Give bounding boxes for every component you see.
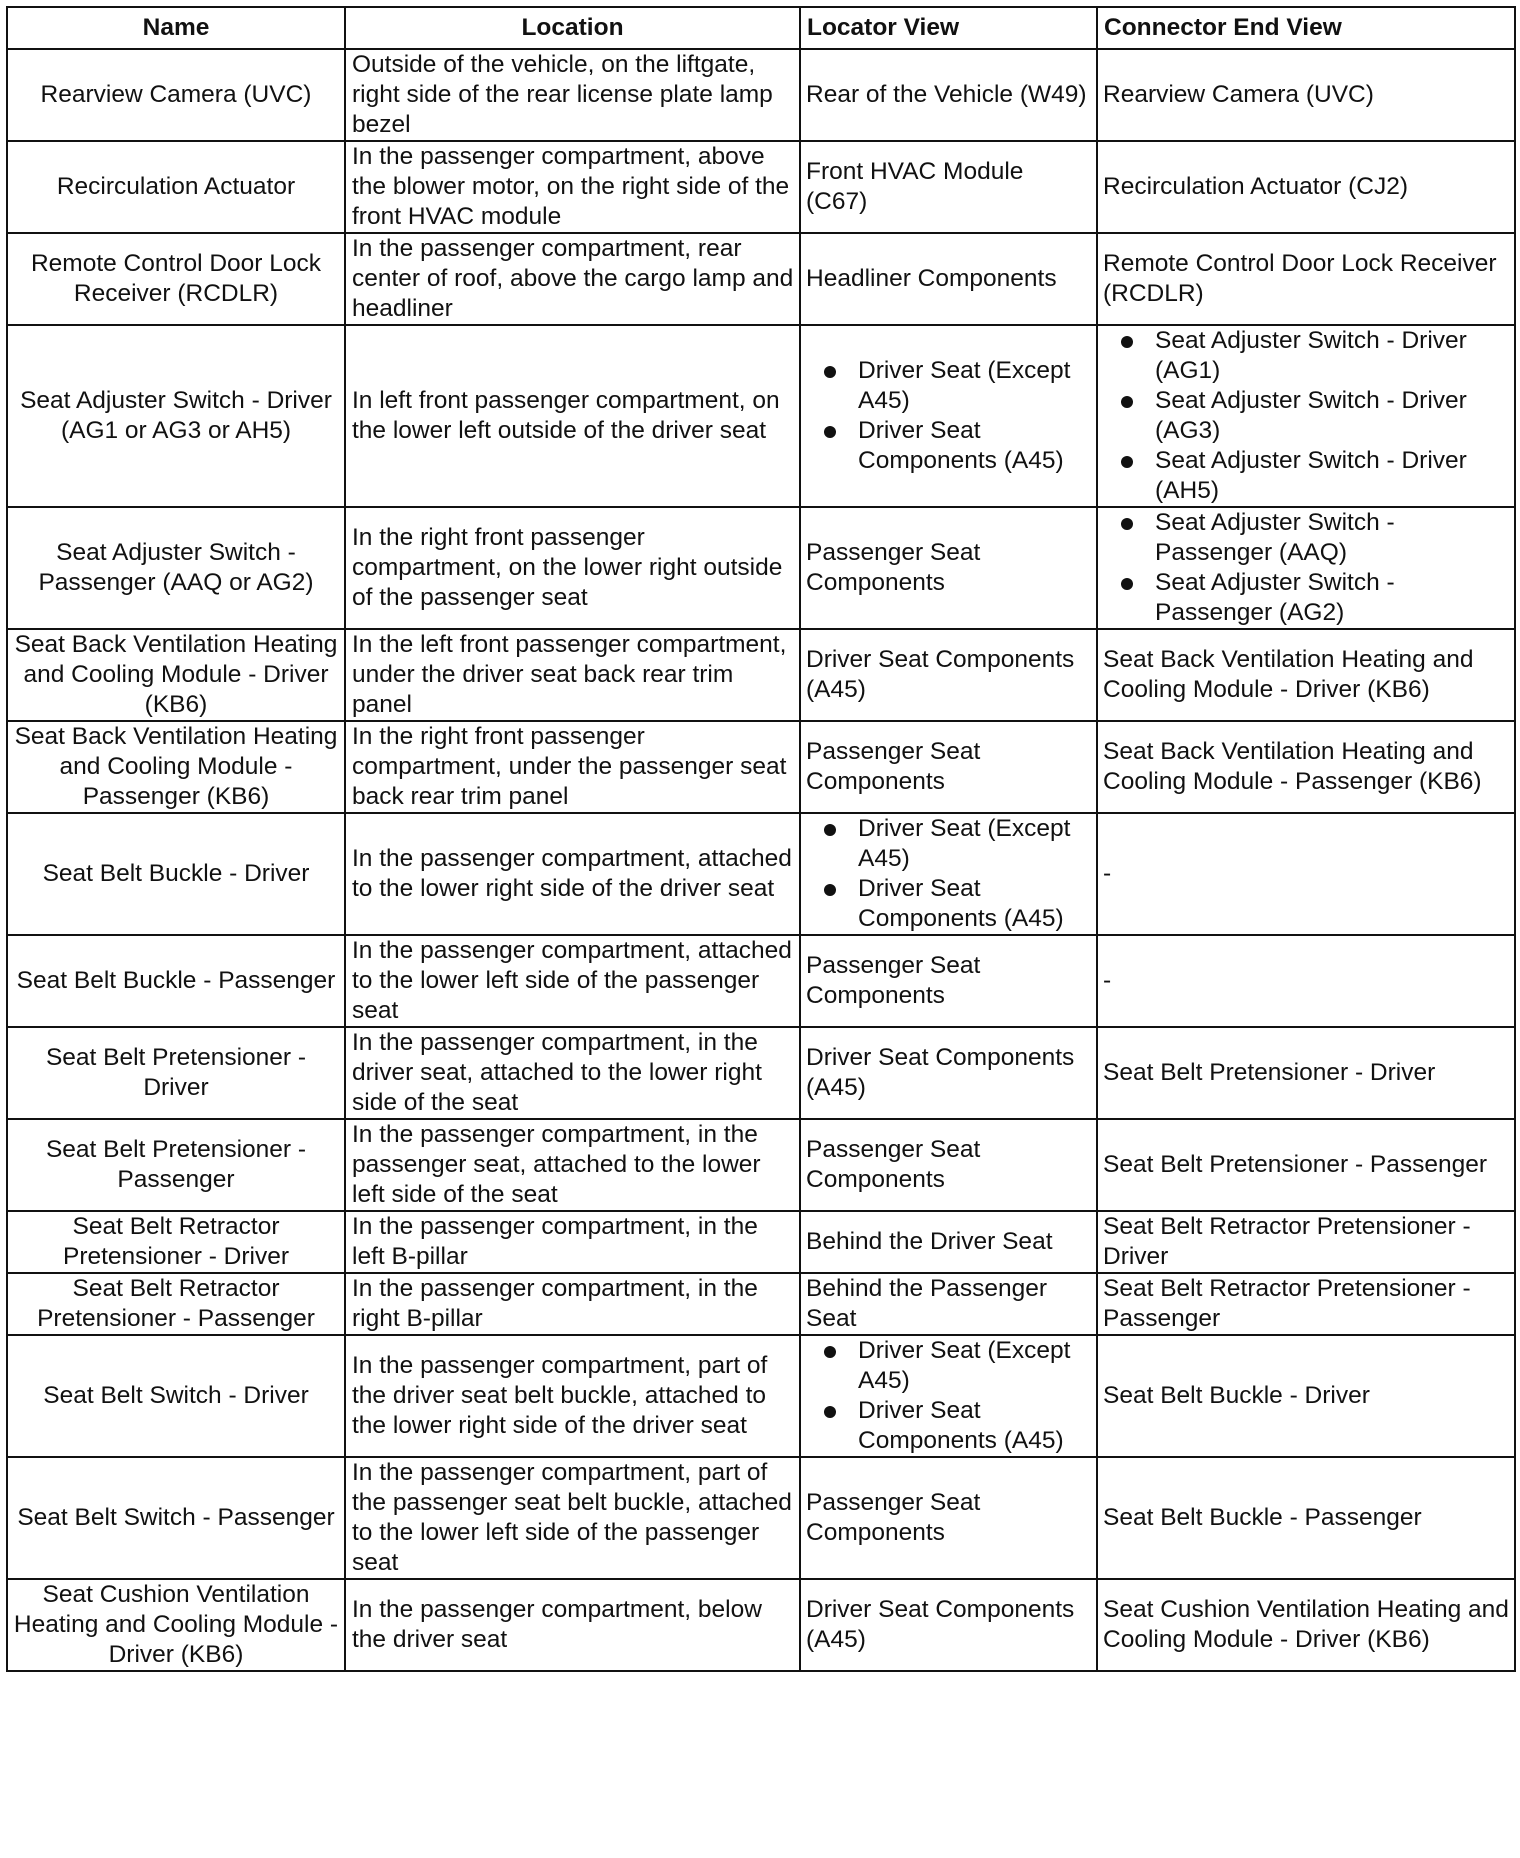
cell-location: In the passenger compartment, rear center of roof, above the cargo lamp and headliner [345, 233, 800, 325]
cell-locator-view: Behind the Passenger Seat [800, 1273, 1097, 1335]
table-row [7, 507, 1515, 629]
cell-locator-view [800, 1335, 1097, 1457]
list-item: Driver Seat Components (A45) [858, 416, 1091, 476]
cell-locator-view [800, 325, 1097, 507]
table-row [7, 141, 1515, 233]
cell-location: In the left front passenger compartment, under the driver seat back rear trim panel [345, 629, 800, 721]
cell-connector-end-view: Seat Belt Buckle - Passenger [1097, 1457, 1515, 1579]
cell-name: Seat Adjuster Switch - Driver (AG1 or AG3 or AH5) [7, 325, 345, 507]
table-row [7, 629, 1515, 721]
cell-location: In the passenger compartment, above the blower motor, on the right side of the front HVAC module [345, 141, 800, 233]
cell-name: Seat Back Ventilation Heating and Cooling Module - Passenger (KB6) [7, 721, 345, 813]
cell-name: Seat Belt Buckle - Passenger [7, 935, 345, 1027]
cell-connector-end-view: Seat Belt Retractor Pretensioner - Driver [1097, 1211, 1515, 1273]
cell-name: Seat Belt Retractor Pretensioner - Passenger [7, 1273, 345, 1335]
cell-connector-end-view: Recirculation Actuator (CJ2) [1097, 141, 1515, 233]
cell-name: Remote Control Door Lock Receiver (RCDLR) [7, 233, 345, 325]
table-row [7, 1335, 1515, 1457]
cell-locator-view: Behind the Driver Seat [800, 1211, 1097, 1273]
list-item: Seat Adjuster Switch - Passenger (AG2) [1155, 568, 1509, 628]
connector-list [1103, 508, 1509, 628]
cell-connector-end-view: - [1097, 813, 1515, 935]
cell-locator-view: Passenger Seat Components [800, 1119, 1097, 1211]
cell-connector-end-view: Seat Back Ventilation Heating and Cooling Module - Passenger (KB6) [1097, 721, 1515, 813]
cell-name: Seat Belt Retractor Pretensioner - Driver [7, 1211, 345, 1273]
cell-location: In the passenger compartment, in the right B-pillar [345, 1273, 800, 1335]
cell-connector-end-view: Seat Cushion Ventilation Heating and Cooling Module - Driver (KB6) [1097, 1579, 1515, 1671]
cell-location: In the passenger compartment, attached to the lower left side of the passenger seat [345, 935, 800, 1027]
header-connector-end-view: Connector End View [1097, 7, 1515, 49]
cell-location: In the passenger compartment, in the left B-pillar [345, 1211, 800, 1273]
table-row [7, 813, 1515, 935]
cell-name: Seat Belt Switch - Driver [7, 1335, 345, 1457]
cell-locator-view: Passenger Seat Components [800, 721, 1097, 813]
list-item: Driver Seat (Except A45) [858, 1336, 1091, 1396]
cell-locator-view: Passenger Seat Components [800, 507, 1097, 629]
cell-location: In the right front passenger compartment, on the lower right outside of the passenger seat [345, 507, 800, 629]
table-row [7, 721, 1515, 813]
table-row [7, 1119, 1515, 1211]
connector-list [1103, 326, 1509, 506]
cell-location: In the passenger compartment, in the driver seat, attached to the lower right side of the seat [345, 1027, 800, 1119]
table-row [7, 935, 1515, 1027]
cell-connector-end-view: Seat Back Ventilation Heating and Cooling Module - Driver (KB6) [1097, 629, 1515, 721]
cell-locator-view: Headliner Components [800, 233, 1097, 325]
table-row [7, 1027, 1515, 1119]
cell-name: Seat Belt Switch - Passenger [7, 1457, 345, 1579]
list-item: Driver Seat (Except A45) [858, 814, 1091, 874]
cell-locator-view: Driver Seat Components (A45) [800, 1579, 1097, 1671]
list-item: Driver Seat Components (A45) [858, 874, 1091, 934]
table-row [7, 233, 1515, 325]
cell-locator-view: Driver Seat Components (A45) [800, 629, 1097, 721]
cell-connector-end-view: Seat Belt Pretensioner - Passenger [1097, 1119, 1515, 1211]
cell-location: In the right front passenger compartment, under the passenger seat back rear trim panel [345, 721, 800, 813]
list-item: Seat Adjuster Switch - Driver (AG3) [1155, 386, 1509, 446]
locator-list [806, 356, 1091, 476]
cell-name: Seat Adjuster Switch - Passenger (AAQ or AG2) [7, 507, 345, 629]
cell-name: Seat Belt Pretensioner - Passenger [7, 1119, 345, 1211]
cell-name: Seat Belt Pretensioner - Driver [7, 1027, 345, 1119]
cell-connector-end-view: Seat Belt Pretensioner - Driver [1097, 1027, 1515, 1119]
cell-connector-end-view: Remote Control Door Lock Receiver (RCDLR) [1097, 233, 1515, 325]
cell-location: In the passenger compartment, part of the driver seat belt buckle, attached to the lower right side of the driver seat [345, 1335, 800, 1457]
table-row [7, 325, 1515, 507]
cell-locator-view: Rear of the Vehicle (W49) [800, 49, 1097, 141]
list-item: Seat Adjuster Switch - Driver (AG1) [1155, 326, 1509, 386]
table-row [7, 1273, 1515, 1335]
header-row [7, 7, 1515, 49]
table-row [7, 1579, 1515, 1671]
list-item: Seat Adjuster Switch - Driver (AH5) [1155, 446, 1509, 506]
list-item: Driver Seat (Except A45) [858, 356, 1091, 416]
component-locator-table [6, 6, 1516, 1672]
cell-name: Seat Back Ventilation Heating and Cooling Module - Driver (KB6) [7, 629, 345, 721]
cell-connector-end-view: - [1097, 935, 1515, 1027]
cell-location: In the passenger compartment, in the passenger seat, attached to the lower left side of the seat [345, 1119, 800, 1211]
cell-locator-view: Passenger Seat Components [800, 1457, 1097, 1579]
cell-name: Rearview Camera (UVC) [7, 49, 345, 141]
locator-list [806, 814, 1091, 934]
cell-connector-end-view: Seat Belt Buckle - Driver [1097, 1335, 1515, 1457]
cell-location: In left front passenger compartment, on the lower left outside of the driver seat [345, 325, 800, 507]
table-row [7, 1211, 1515, 1273]
cell-locator-view: Driver Seat Components (A45) [800, 1027, 1097, 1119]
cell-location: In the passenger compartment, below the driver seat [345, 1579, 800, 1671]
cell-connector-end-view [1097, 507, 1515, 629]
cell-name: Seat Belt Buckle - Driver [7, 813, 345, 935]
cell-locator-view: Passenger Seat Components [800, 935, 1097, 1027]
header-locator-view: Locator View [800, 7, 1097, 49]
cell-name: Recirculation Actuator [7, 141, 345, 233]
cell-location: In the passenger compartment, part of the passenger seat belt buckle, attached to the lower left side of the passenger seat [345, 1457, 800, 1579]
list-item: Seat Adjuster Switch - Passenger (AAQ) [1155, 508, 1509, 568]
cell-name: Seat Cushion Ventilation Heating and Cooling Module - Driver (KB6) [7, 1579, 345, 1671]
table-row [7, 49, 1515, 141]
cell-connector-end-view: Seat Belt Retractor Pretensioner - Passenger [1097, 1273, 1515, 1335]
cell-location: In the passenger compartment, attached to the lower right side of the driver seat [345, 813, 800, 935]
header-location: Location [345, 7, 800, 49]
locator-list [806, 1336, 1091, 1456]
cell-locator-view [800, 813, 1097, 935]
cell-locator-view: Front HVAC Module (C67) [800, 141, 1097, 233]
header-name: Name [7, 7, 345, 49]
cell-connector-end-view: Rearview Camera (UVC) [1097, 49, 1515, 141]
table-row [7, 1457, 1515, 1579]
cell-connector-end-view [1097, 325, 1515, 507]
list-item: Driver Seat Components (A45) [858, 1396, 1091, 1456]
cell-location: Outside of the vehicle, on the liftgate, right side of the rear license plate lamp bezel [345, 49, 800, 141]
